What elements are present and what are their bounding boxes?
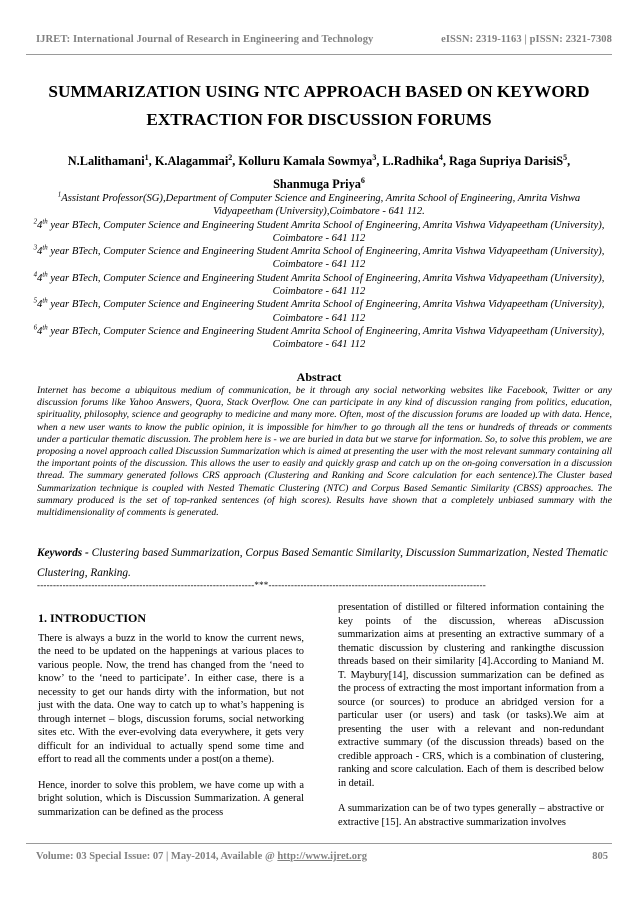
affiliation: $^2$4th year BTech, Computer Science and Engineering Student Amrita School of Engineering, Amrita Vishwa Vidyapeetham (University), Coimbatore - 641 112 [33, 218, 605, 244]
volume-info: Volume: 03 Special Issue: 07 | May-2014, Available @ http://www.ijret.org [36, 851, 367, 862]
section-heading-introduction: 1. INTRODUCTION [38, 611, 147, 625]
paper-title: SUMMARIZATION USING NTC APPROACH BASED ON KEYWORD EXTRACTION FOR DISCUSSION FORUMS [48, 82, 590, 129]
paragraph: Hence, inorder to solve this problem, we have come up with a bright solution, which is Discussion Summarization. A general summarization can be defined as the process [38, 779, 304, 818]
right-column [338, 601, 604, 841]
journal-link[interactable]: http://www.ijret.org [277, 851, 367, 862]
affiliation: $^1$Assistant Professor(SG),Department of Computer Science and Engineering, Amrita School of Engineering, Amrita Vishwa Vidyapeetham (University),Coimbatore - 641 112. [57, 191, 581, 218]
page-number: 805 [592, 851, 608, 862]
footer-divider [26, 843, 612, 844]
issn: eISSN: 2319-1163 | pISSN: 2321-7308 [441, 34, 612, 45]
affiliation: $^3$4th year BTech, Computer Science and Engineering Student Amrita School of Engineering, Amrita Vishwa Vidyapeetham (University), Coimbatore - 641 112 [33, 244, 605, 271]
paragraph: A summarization can be of two types generally – abstractive or extractive [15]. An abstractive summarization involves [338, 803, 604, 828]
affiliation: $^4$4th year BTech, Computer Science and Engineering Student Amrita School of Engineering, Amrita Vishwa Vidyapeetham (University), Coimbatore - 641 112 [33, 271, 605, 298]
author: N.Lalithamani$^1$, [67, 152, 152, 168]
author: K.Alagammai$^2$, [154, 152, 236, 168]
keywords-label: Keywords - [37, 547, 89, 559]
author: Kolluru Kamala Sowmya$^3$, [238, 152, 380, 168]
paragraph: There is always a buzz in the world to know the current news, the need to be updated on the happenings at various places to various people. Now, the trend has changed from the ‘need to know’ to the ‘need to participate’. In either case, there is a necessity to get our hands dirty with the information, but not just with the data. One way to catch up to what’s happening is through internet – blogs, discussion forums, social networking sites etc. With the ever-evolving data everywhere, it gets very difficult for an individual to actually spend some time and effort to read all the comments under a post(on a theme). [38, 632, 304, 765]
abstract-heading: Abstract [296, 370, 342, 384]
header-divider [26, 54, 612, 55]
keywords [37, 543, 610, 583]
section-separator: --------------------------------------------------------------------***-------------------------------------------------------------------- [37, 580, 486, 590]
author: Raga Supriya DarisiS$^5$, [449, 152, 571, 168]
paragraph: presentation of distilled or filtered information containing the key points of the discussion, whereas aDiscussion summarization aims at presenting an extractive summary of a thematic discussion by clustering and rankingthe discussion threads based on their similarity [4].According to Maniand M. T. Maybury[14], discussion summarization can be defined as the process of extracting the most important information from a source (or sources) to produce an abridged version for a particular user (or users) and task (or tasks).We aim at presenting the user with a relevant and non-redundant extractive summary (of the discussion threads) based on the credible approach - CRS, which is a combination of clustering, ranking and score calculation. Each of them is described below in detail. [338, 602, 604, 789]
abstract-body: Internet has become a ubiquitous medium of communication, be it through any social networking websites like Facebook, Twitter or any discussion forums like Yahoo Answers, Quora, Stack Overflow. One can participate in any kind of discussion ranging from politics, education, spirituality, philosophy, science and geography to medicine and many more. Often, most of the discussion forums are loaded up with data. Hence, when a new user wants to know the public opinion, it is impossible for him/her to go through all the tens or hundreds of threads or comments under a particular thematic discussion. The problem here is - we are buried in data but we starve for information. So, to solve this problem, we are proposing a novel approach called Discussion Summarization which is aimed at presenting the user with the most relevant summary containing all the important points of the discussion. This allows the user to easily and quickly grasp and catch up on the on-going conversation in a discussion thread. The summary generated follows CRS approach (Clustering and Ranking and Score calculation for each sentence).The Cluster based Summarization technique is coupled with Nested Thematic Clustering (NTC) and Corpus Based Semantic Similarity (CBSS) approaches. The summary produced is the set of top-ranked sentences (of high scores). Results have shown that a completely unbiased summary with the multidimensionality of comments is generated. [37, 385, 612, 519]
affiliation: $^5$4th year BTech, Computer Science and Engineering Student Amrita School of Engineering, Amrita Vishwa Vidyapeetham (University), Coimbatore - 641 112 [33, 297, 605, 324]
running-footer [36, 851, 608, 862]
journal-name: IJRET: International Journal of Research in Engineering and Technology [36, 34, 374, 45]
running-header [36, 34, 612, 45]
left-column [38, 612, 304, 831]
affiliation: $^6$4th year BTech, Computer Science and Engineering Student Amrita School of Engineering, Amrita Vishwa Vidyapeetham (University), Coimbatore - 641 112 [33, 324, 605, 351]
affiliation-list [30, 192, 608, 352]
author: Shanmuga Priya$^6$ [273, 175, 365, 191]
author-list [40, 150, 598, 196]
author: L.Radhika$^4$, [382, 152, 446, 168]
keywords-text: Clustering based Summarization, Corpus Based Semantic Similarity, Discussion Summarization, Nested Thematic Clustering, Ranking. [37, 547, 608, 579]
